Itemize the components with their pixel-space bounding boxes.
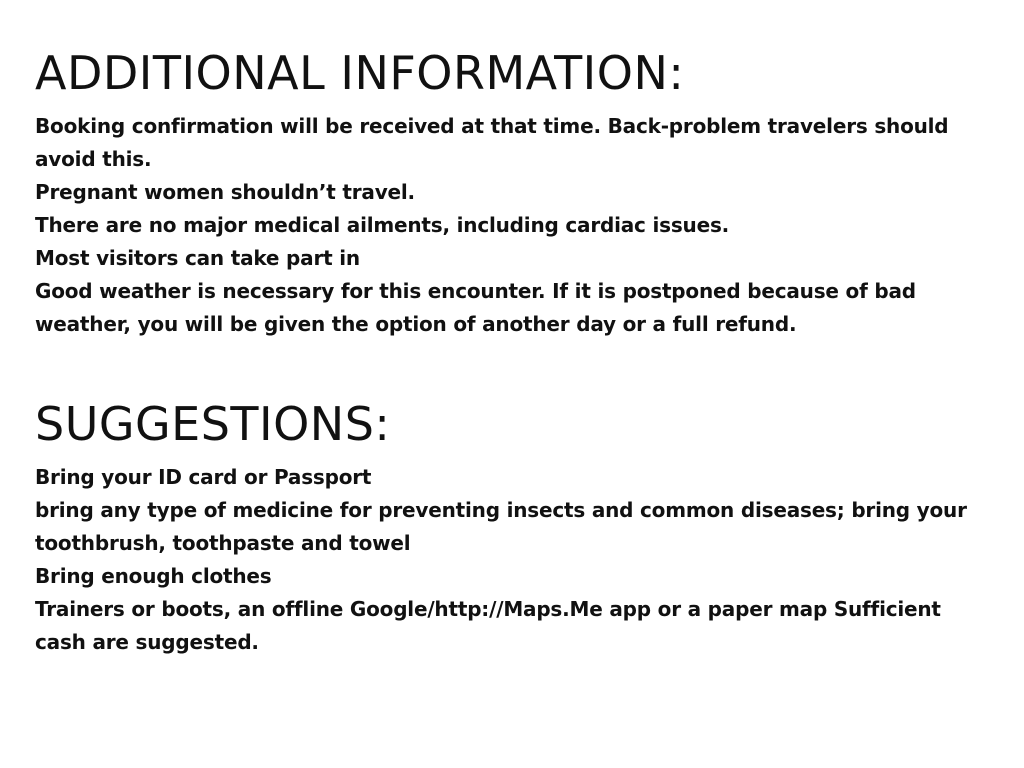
suggestions-line: Trainers or boots, an offline Google/http://Maps.Me app or a paper map Sufficient cash are suggested. bbox=[35, 597, 941, 654]
suggestions-list bbox=[35, 461, 984, 659]
additional-information-heading: ADDITIONAL INFORMATION: bbox=[35, 46, 685, 100]
suggestions-line: Bring your ID card or Passport bbox=[35, 465, 372, 489]
additional-information-section bbox=[35, 44, 984, 341]
additional-information-line: There are no major medical ailments, including cardiac issues. bbox=[35, 213, 730, 237]
suggestions-section bbox=[35, 395, 984, 659]
additional-information-list bbox=[35, 110, 984, 341]
additional-information-line: Most visitors can take part in bbox=[35, 246, 360, 270]
additional-information-line: Pregnant women shouldn’t travel. bbox=[35, 180, 415, 204]
suggestions-heading: SUGGESTIONS: bbox=[35, 397, 391, 451]
suggestions-line: bring any type of medicine for preventing insects and common diseases; bring your toothbrush, toothpaste and towel bbox=[35, 498, 967, 555]
suggestions-line: Bring enough clothes bbox=[35, 564, 272, 588]
additional-information-line: Good weather is necessary for this encounter. If it is postponed because of bad weather, you will be given the option of another day or a full refund. bbox=[35, 279, 916, 336]
additional-information-line: Booking confirmation will be received at that time. Back-problem travelers should avoid this. bbox=[35, 114, 949, 171]
